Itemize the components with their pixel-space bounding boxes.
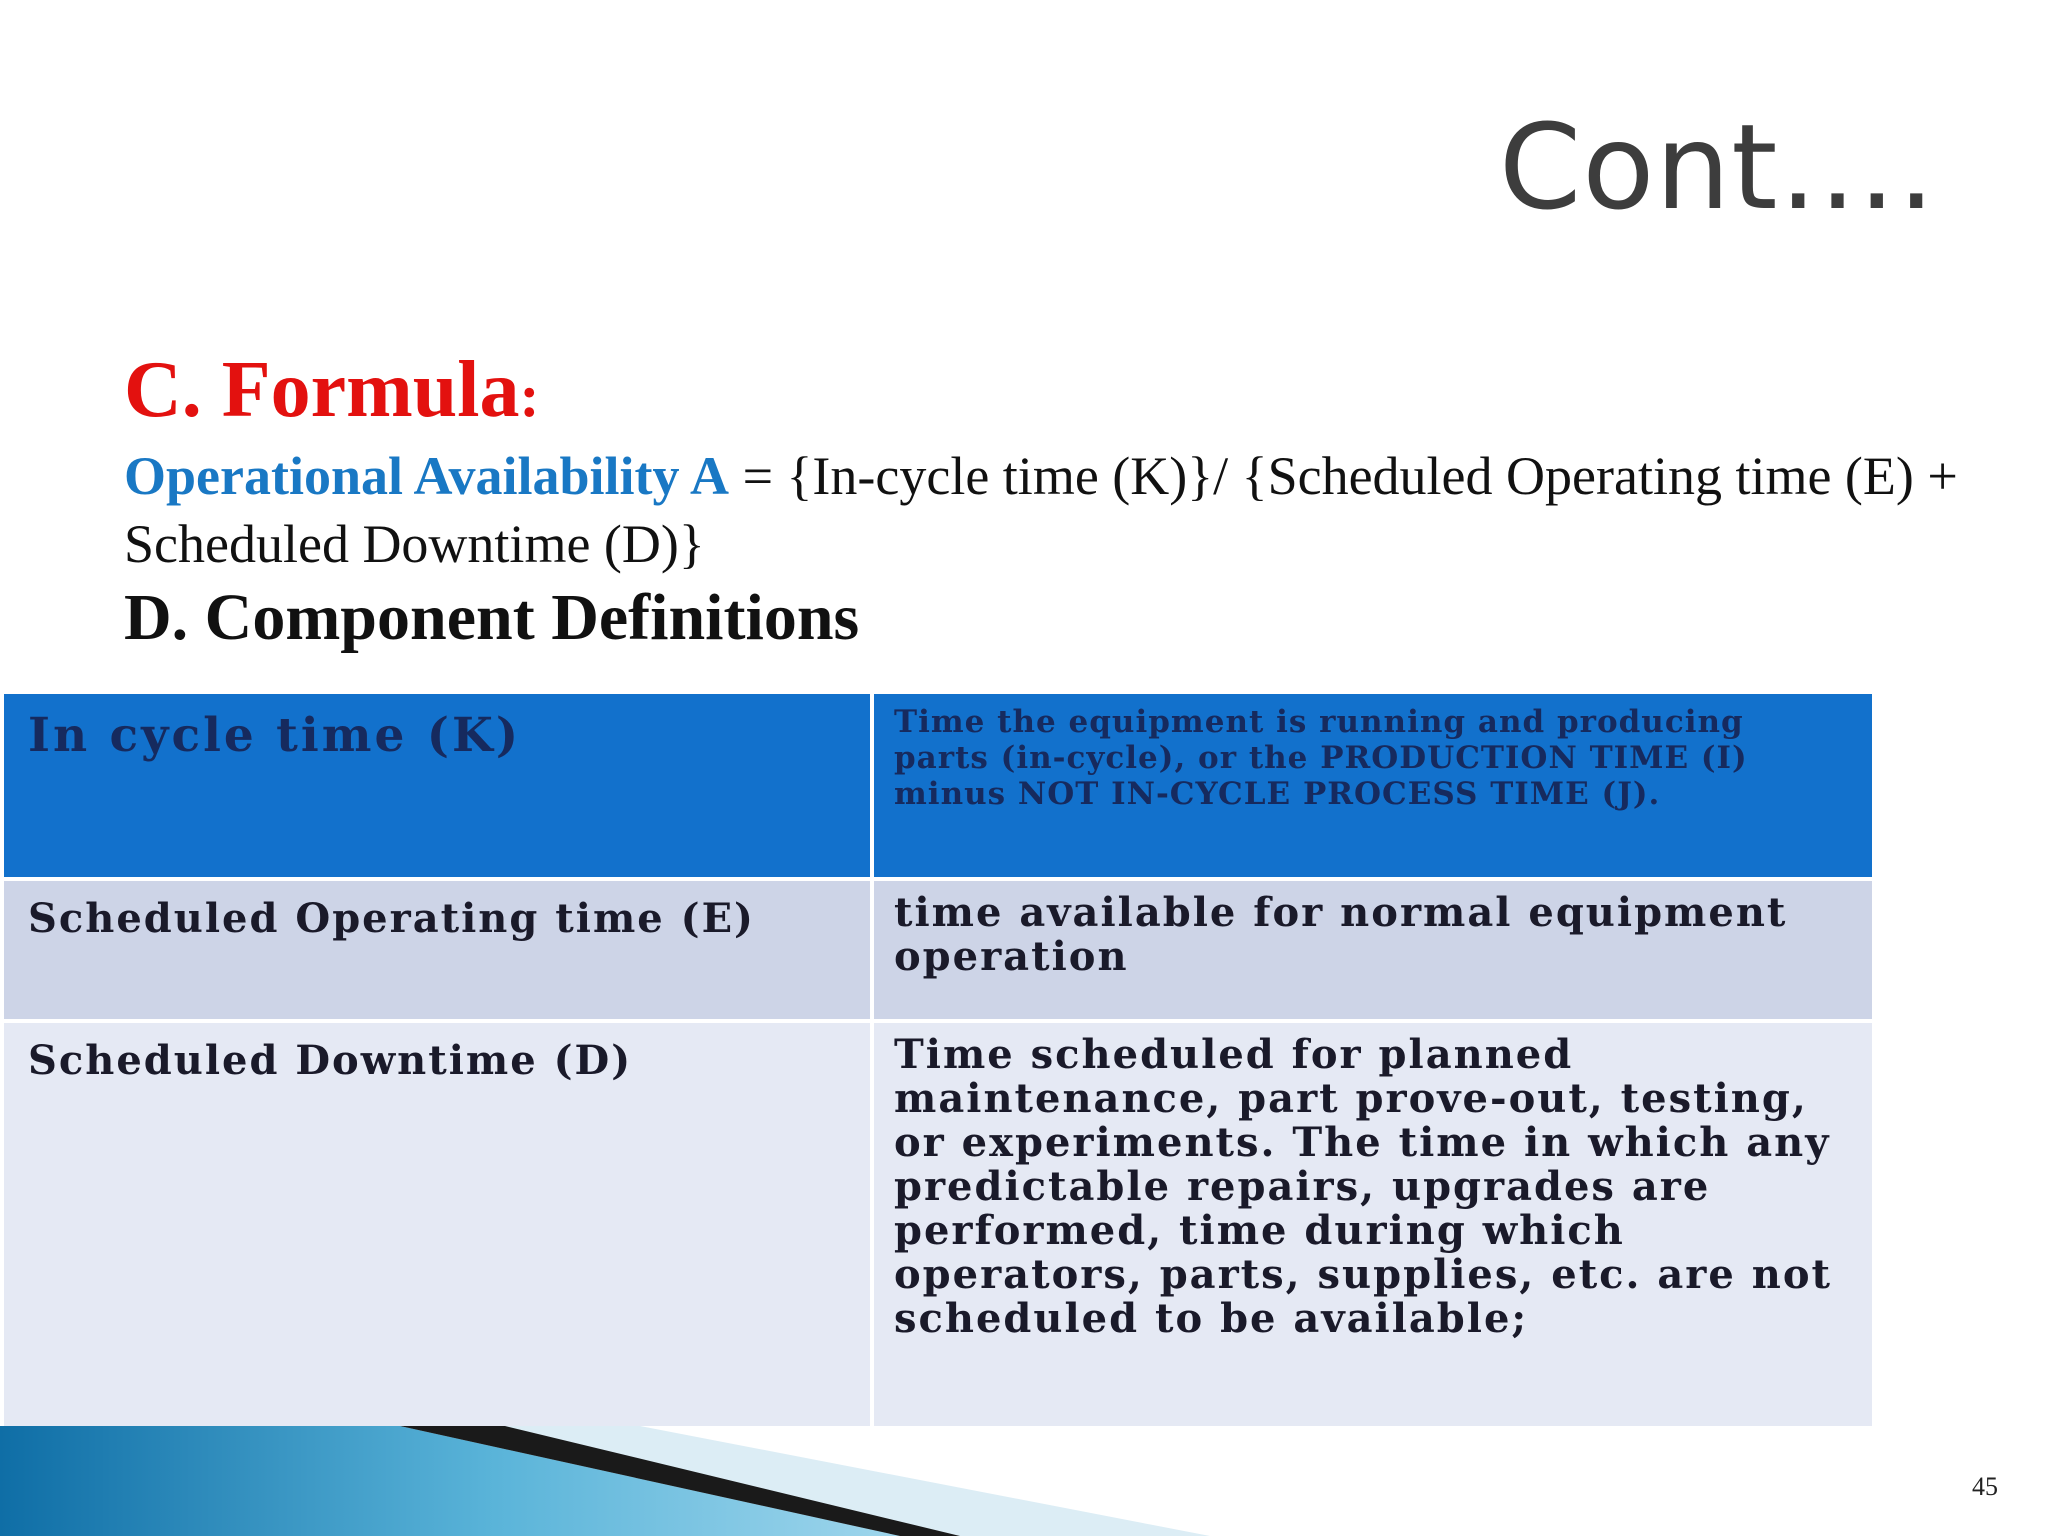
definitions-table: [0, 690, 1876, 1430]
section-c-heading-colon: :: [519, 363, 540, 429]
page-number: 45: [1972, 1472, 1998, 1501]
term-cell: Scheduled Downtime (D): [2, 1021, 872, 1428]
term-cell: Scheduled Operating time (E): [2, 879, 872, 1021]
formula: [124, 442, 1964, 578]
table-row: [2, 692, 1874, 879]
table-row: [2, 879, 1874, 1021]
definition-cell: Time the equipment is running and producing parts (in-cycle), or the PRODUCTION TIME (I) minus NOT IN-CYCLE PROCESS TIME (J).: [872, 692, 1874, 879]
footer-decoration: [0, 1426, 2048, 1536]
slide-title: Cont….: [1498, 98, 1936, 236]
section-c-heading-text: C. Formula: [124, 346, 520, 434]
section-c-heading: [124, 346, 540, 434]
definition-cell: Time scheduled for planned maintenance, part prove-out, testing, or experiments. The time in which any predictable repairs, upgrades are performed, time during which operators, parts, supplies, etc. are not scheduled to be available;: [872, 1021, 1874, 1428]
formula-expression: = {In-cycle time (K)}/ {Scheduled Operating time (E) + Scheduled Downtime (D)}: [124, 446, 1958, 574]
section-d-heading: D. Component Definitions: [124, 581, 860, 654]
definition-cell: time available for normal equipment operation: [872, 879, 1874, 1021]
term-cell: In cycle time (K): [2, 692, 872, 879]
formula-term: Operational Availability A: [124, 446, 730, 506]
table-row: [2, 1021, 1874, 1428]
